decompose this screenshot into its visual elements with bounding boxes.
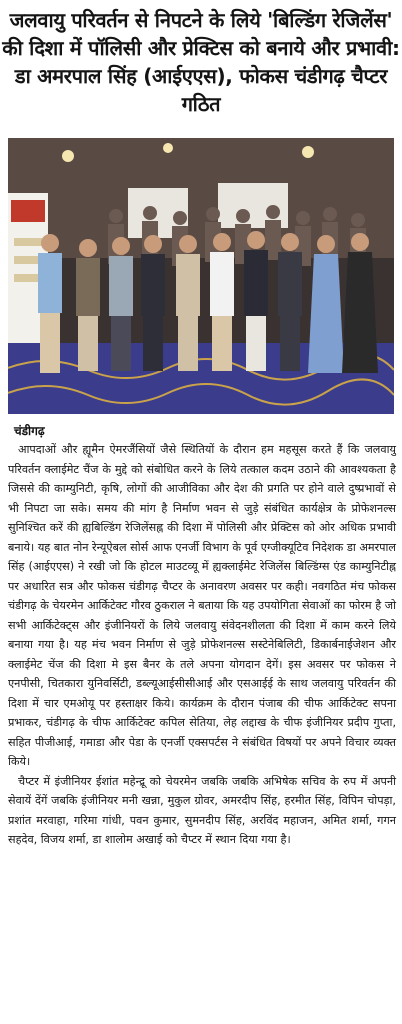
group-photo <box>8 138 394 414</box>
article-paragraph-1: आपदाओं और ह्यूमैन ऐमरजैंसियों जैसे स्थितियों के दौरान हम महसूस करते हैं कि जलवायु परिवर्तन क्लाईमेट चैंज के मुद्दे को संबोधित करने के लिये तत्काल कदम उठाने की आवश्यकता है जिससे की काम्युनिटी, कृषि, लोगों की आजीविका और देश की प्रगति पर होने वाले दुष्प्रभावों से भी निपटा जा सके। समय की मांग है निर्माण भवन से जुड़े संबंधित कार्यक्षेत्र के प्रोफेशनल्स सुनिश्चित करें की ह्यबिल्डिंग रेजिलेंसह्न की दिशा में पोलिसी और प्रेक्टिस को ओर अधिक प्रभावी बनाये। यह बात नोन रेन्यूऐबल सोर्स आफ एनर्जी विभाग के पूर्व एग्जीक्यूटिव निदेशक डा अमरपाल सिंह (आईएएस) ने रखी जो कि होटल माउटव्यू में ह्यक्लाईमेट रेजिलेंस बिल्डिंग्स एंड काम्युनिटीह्न पर अधारित सत्र और फोकस चंडीगढ़ चैप्टर के अनावरण अवसर पर कही। नवगठित मंच फोकस चंडीगढ़ के चेयरमेन आर्किटेक्ट गौरव ठुकराल ने बताया कि यह उपयोगिता सेवाओं का फोरम है जो सभी आर्किटेक्ट्स और इंजीनियरों के लिये जलवायु संवेदनशीलता की दिशा में काम करने लिये बनाया गया है। यह मंच भवन निर्माण से जुड़े प्रोफेशनल्स सस्टेनेबिलिटी, डिकार्बनाईजेशन और क्लाईमेट चेंज की दिशा मे इस बैनर के तले अपना योगदान देगें। इस अवसर पर फोकस ने एनपीसी, चितकारा युनिवर्सिटी, डब्ल्यूआईसीसीआई और एसआईई के साथ जलवायु परिवर्तन की दिशा में चार एमओयू पर हस्ताक्षर किये। कार्यक्रम के दौरान पंजाब की चीफ आर्किटेक्ट सपना प्रभाकर, चंडीगढ़ के चीफ आर्किटेक्ट कपिल सेतिया, लेह लद्दाख के चीफ इंजीनियर प्रदीप गुप्ता, सहित पीजीआई, गमाडा और पेडा के एनर्जी एक्सपर्टस ने संबंधित विषयों पर अपने विचार व्यक्त किये। <box>8 443 396 768</box>
article-body <box>8 440 396 850</box>
headline: जलवायु परिवर्तन से निपटने के लिये 'बिल्डिंग रेजिलेंस' की दिशा में पॉलिसी और प्रेक्टिस को बनाये और प्रभावी: डा अमरपाल सिंह (आईएएस), फोकस चंडीगढ़ चैप्टर गठित <box>2 8 400 116</box>
group-photo-illustration <box>8 138 394 414</box>
dateline: चंडीगढ़ <box>14 424 45 438</box>
article-paragraph-2: चैप्टर में इंजीनियर ईशांत महेन्द्रू को चेयरमेन जबकि जबकि अभिषेक सचिव के रुप में अपनी सेवायें देंगें जबकि इंजीनियर मनी खन्ना, मुकुल ग्रोवर, अमरदीप सिंह, हरमीत सिंह, विपिन चोपड़ा, प्रशांत मरवाहा, गरिमा गांधी, पवन कुमार, सुमनदीप सिंह, अरविंद महाजन, अमित शर्मा, गगन सहदेव, विजय शर्मा, डा शालोम अखाई को चैप्टर में स्थान दिया गया है। <box>8 774 396 846</box>
